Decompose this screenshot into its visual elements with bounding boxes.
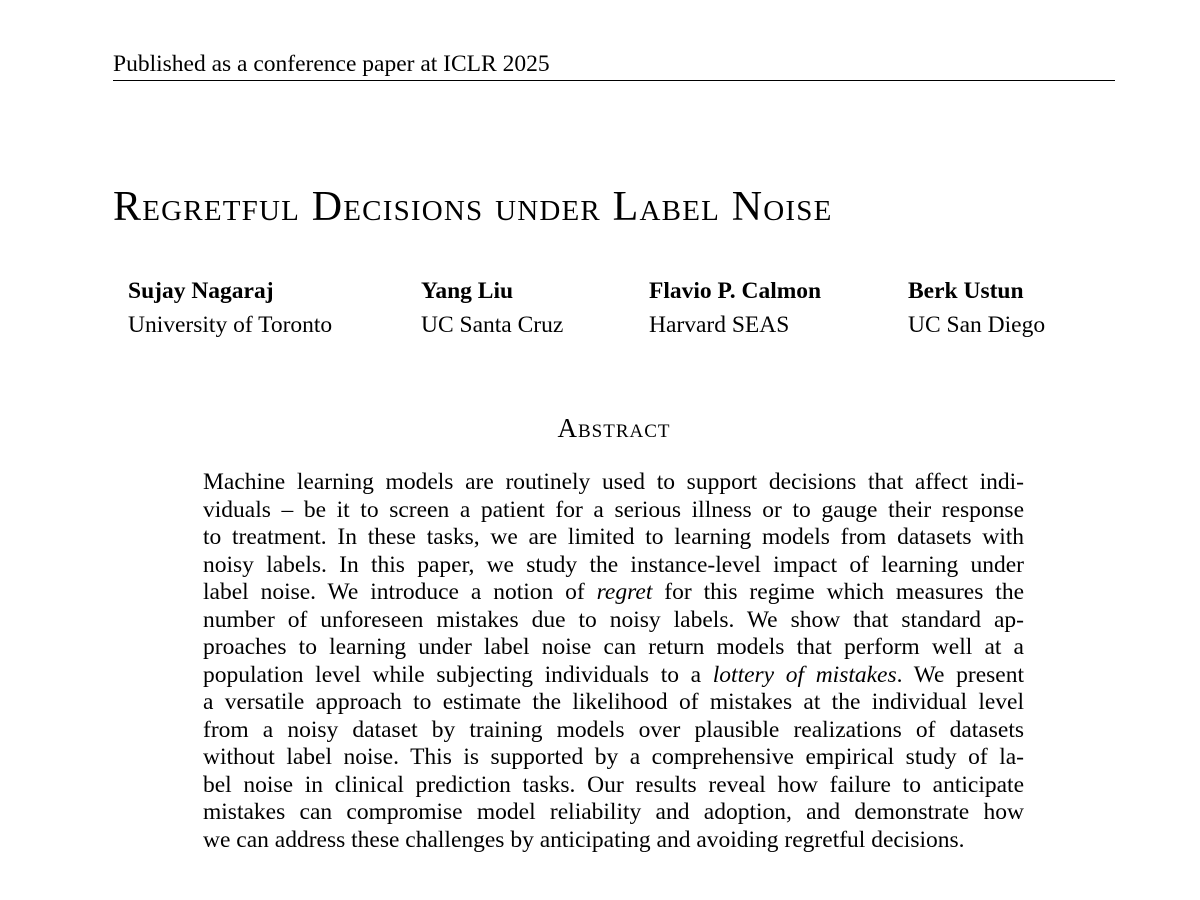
author-block-2 xyxy=(421,276,563,340)
header-rule xyxy=(113,80,1115,81)
abstract-line: bel noise in clinical prediction tasks. Our results reveal how failure to anticipate xyxy=(203,771,1024,798)
abstract-line: noisy labels. In this paper, we study the instance-level impact of learning under xyxy=(203,551,1024,578)
abstract-line: number of unforeseen mistakes due to noisy labels. We show that standard ap- xyxy=(203,606,1024,633)
abstract-line: mistakes can compromise model reliability and adoption, and demonstrate how xyxy=(203,799,1024,825)
abstract-line: without label noise. This is supported by a comprehensive empirical study of la- xyxy=(203,744,1024,770)
author-affiliation: University of Toronto xyxy=(128,312,333,338)
abstract-line: label noise. We introduce a notion of regret for this regime which measures the xyxy=(203,579,1024,605)
abstract-line: Machine learning models are routinely used to support decisions that affect indi- xyxy=(203,469,1024,495)
author-affiliation: UC Santa Cruz xyxy=(421,312,564,338)
author-block-1 xyxy=(128,276,332,340)
abstract-body xyxy=(203,469,1024,854)
emphasis-lottery-of-mistakes: lottery of mistakes xyxy=(712,661,897,688)
emphasis-regret: regret xyxy=(596,579,653,605)
abstract-line: to treatment. In these tasks, we are limited to learning models from datasets with xyxy=(203,524,1024,550)
abstract-heading: Abstract xyxy=(557,413,671,443)
abstract-line: we can address these challenges by anticipating and avoiding regretful decisions. xyxy=(203,826,965,853)
author-affiliation: UC San Diego xyxy=(908,312,1046,338)
abstract-line: a versatile approach to estimate the likelihood of mistakes at the individual level xyxy=(203,689,1024,715)
author-name: Sujay Nagaraj xyxy=(128,278,274,304)
abstract-line: proaches to learning under label noise can return models that perform well at a xyxy=(203,634,1024,660)
author-name: Flavio P. Calmon xyxy=(649,278,822,304)
author-name: Berk Ustun xyxy=(908,278,1024,304)
abstract-line: from a noisy dataset by training models over plausible realizations of datasets xyxy=(203,716,1024,743)
author-affiliation: Harvard SEAS xyxy=(649,312,790,338)
author-name: Yang Liu xyxy=(421,278,514,304)
paper-title: Regretful Decisions under Label Noise xyxy=(113,184,833,230)
abstract-line: viduals – be it to screen a patient for a serious illness or to gauge their response xyxy=(203,496,1024,523)
author-block-3 xyxy=(649,276,821,340)
abstract-line: population level while subjecting individuals to a lottery of mistakes. We present xyxy=(203,661,1024,688)
author-block-4 xyxy=(908,276,1045,340)
running-header: Published as a conference paper at ICLR 2025 xyxy=(113,51,550,77)
